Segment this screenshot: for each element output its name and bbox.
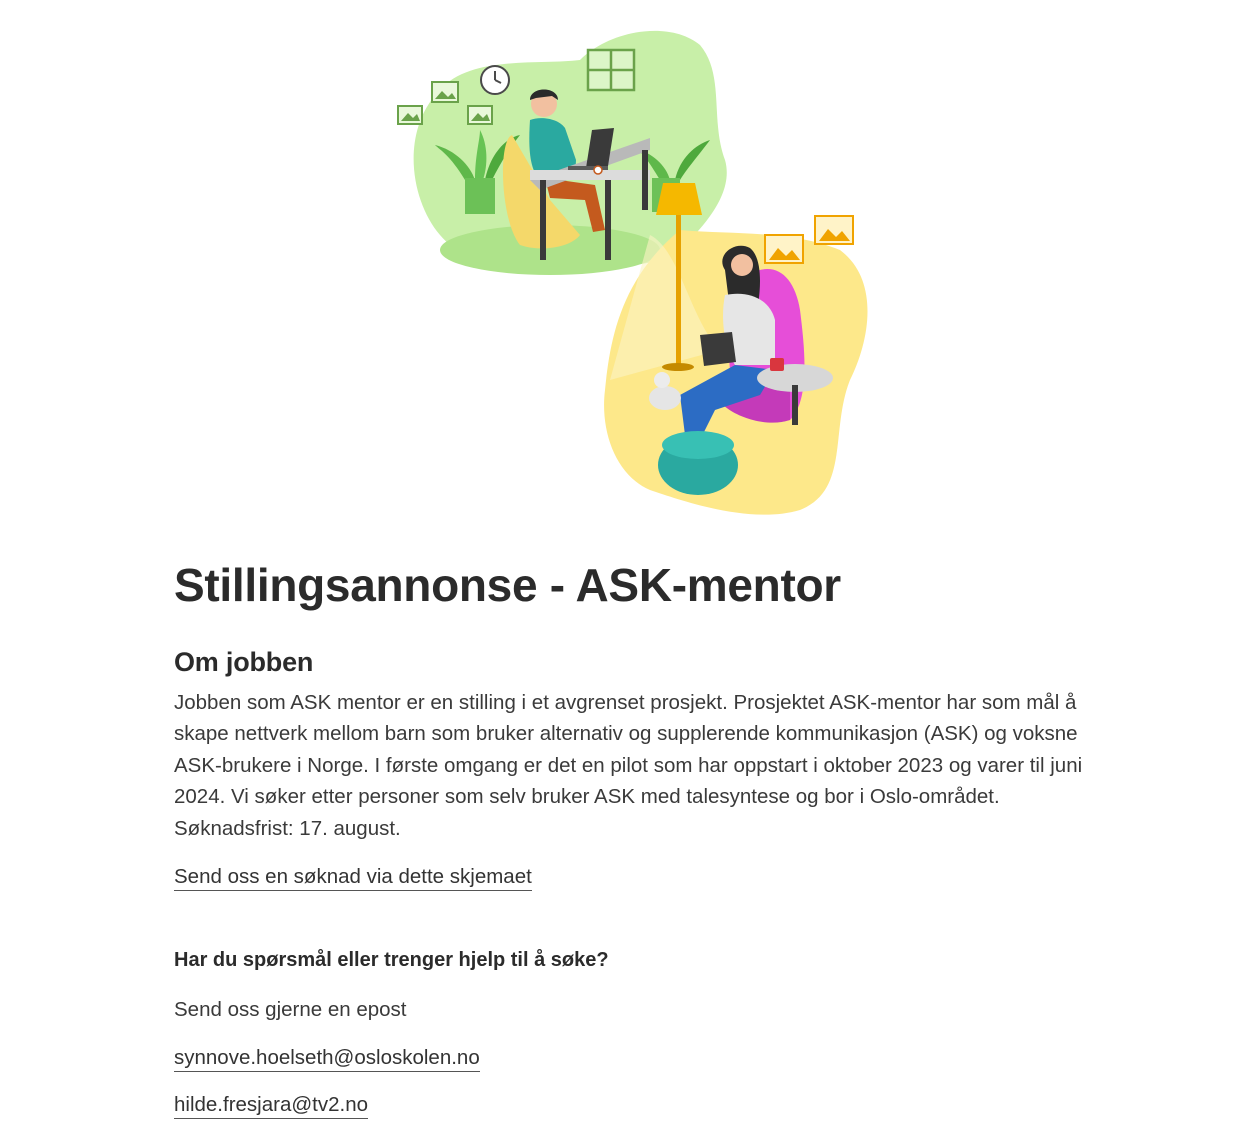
page-title: Stillingsannonse - ASK-mentor [174, 559, 841, 611]
cup-icon [770, 358, 784, 371]
help-heading: Har du spørsmål eller trenger hjelp til å søke? [174, 949, 609, 972]
hero-illustration [380, 20, 890, 520]
apply-form-link[interactable]: Send oss en søknad via dette skjemaet [174, 864, 532, 891]
job-posting [174, 555, 1119, 1119]
job-description: Jobben som ASK mentor er en stilling i et avgrenset prosjekt. Prosjektet ASK-mentor har som mål å skape nettverk mellom barn som bruker alternativ og supplerende kommunikasjon (ASK) og voksne ASK-brukere i Norge. I første omgang er det en pilot som har oppstart i oktober 2023 og varer til juni 2024. Vi søker etter personer som selv bruker ASK med talesyntese og bor i Oslo-området. Søknadsfrist: 17. august. [174, 691, 1083, 840]
email-link-synnove[interactable]: synnove.hoelseth@osloskolen.no [174, 1045, 480, 1072]
clock-icon [481, 66, 509, 94]
email-link-hilde[interactable]: hilde.fresjara@tv2.no [174, 1092, 368, 1119]
help-text: Send oss gjerne en epost [174, 998, 407, 1022]
window-icon [588, 50, 634, 90]
section-heading: Om jobben [174, 647, 314, 677]
email-list [174, 1045, 1119, 1119]
